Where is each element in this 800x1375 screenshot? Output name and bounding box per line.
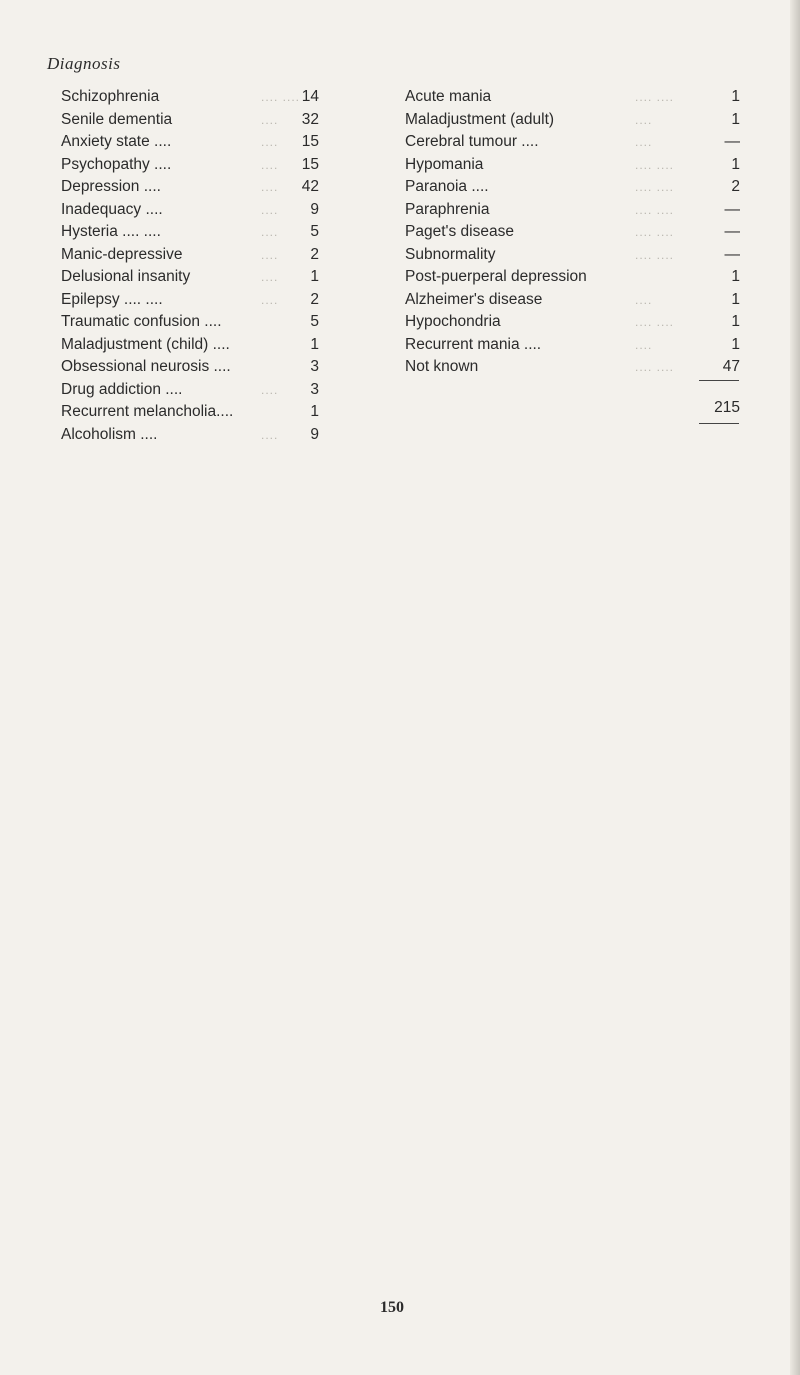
diagnosis-name: Traumatic confusion .... xyxy=(61,313,222,330)
diagnosis-row xyxy=(405,199,740,222)
leader-dots: .... xyxy=(261,112,279,127)
diagnosis-row xyxy=(405,154,740,177)
diagnosis-name: Anxiety state .... xyxy=(61,133,172,150)
diagnosis-name: Not known xyxy=(405,358,479,375)
diagnosis-name: Alcoholism .... xyxy=(61,425,158,443)
diagnosis-count: 42 xyxy=(301,178,319,195)
diagnosis-row xyxy=(61,154,319,177)
diagnosis-count: 32 xyxy=(301,110,319,128)
diagnosis-row xyxy=(61,244,319,267)
diagnosis-name: Maladjustment (child) .... xyxy=(61,335,230,353)
right-diagnosis-column xyxy=(405,86,740,379)
diagnosis-count: 9 xyxy=(310,200,319,218)
leader-dots: .... xyxy=(261,382,279,397)
diagnosis-count: — xyxy=(724,245,740,263)
leader-dots: .... xyxy=(261,427,279,442)
diagnosis-count: 1 xyxy=(731,110,740,128)
diagnosis-row xyxy=(61,311,319,334)
diagnosis-row xyxy=(61,289,319,312)
diagnosis-name: Post-puerperal depression xyxy=(405,268,587,285)
diagnosis-name: Paget's disease xyxy=(405,223,514,240)
leader-dots: .... xyxy=(261,225,279,239)
diagnosis-name: Inadequacy .... xyxy=(61,200,163,218)
diagnosis-row xyxy=(61,424,319,447)
diagnosis-name: Subnormality xyxy=(405,245,496,263)
diagnosis-count: 15 xyxy=(301,155,319,173)
leader-dots: .... xyxy=(635,135,653,149)
diagnosis-name: Cerebral tumour .... xyxy=(405,133,539,150)
page-edge-shadow xyxy=(790,0,800,1375)
leader-dots: .... xyxy=(635,292,653,307)
diagnosis-count: 1 xyxy=(731,313,740,330)
leader-dots: .... .... xyxy=(635,90,675,104)
diagnosis-row xyxy=(405,131,740,154)
diagnosis-row xyxy=(405,356,740,379)
diagnosis-count: 1 xyxy=(731,335,740,353)
diagnosis-row xyxy=(405,266,740,289)
diagnosis-row xyxy=(405,311,740,334)
leader-dots: .... .... xyxy=(635,360,675,374)
total-rule-top xyxy=(699,380,739,381)
leader-dots: .... .... xyxy=(635,157,675,172)
diagnosis-name: Recurrent mania .... xyxy=(405,335,542,353)
diagnosis-row xyxy=(405,334,740,357)
diagnosis-row xyxy=(61,334,319,357)
leader-dots: .... xyxy=(635,112,653,127)
diagnosis-count: 9 xyxy=(310,425,319,443)
diagnosis-count: 1 xyxy=(310,403,319,420)
diagnosis-row xyxy=(61,86,319,109)
diagnosis-name: Senile dementia xyxy=(61,110,173,128)
diagnosis-row xyxy=(405,86,740,109)
leader-dots: .... xyxy=(261,292,279,307)
diagnosis-count: 15 xyxy=(301,133,319,150)
diagnosis-count: 14 xyxy=(301,88,319,105)
diagnosis-row xyxy=(61,356,319,379)
leader-dots: .... xyxy=(261,135,279,149)
diagnosis-row xyxy=(61,176,319,199)
diagnosis-name: Maladjustment (adult) xyxy=(405,110,555,128)
diagnosis-count: 1 xyxy=(731,268,740,285)
diagnosis-count: 1 xyxy=(310,268,319,285)
diagnosis-name: Recurrent melancholia.... xyxy=(61,403,234,420)
total-rule-bottom xyxy=(699,423,739,424)
diagnosis-name: Hypochondria xyxy=(405,313,501,330)
diagnosis-count: 47 xyxy=(722,358,740,375)
leader-dots: .... xyxy=(261,247,279,262)
diagnosis-count: — xyxy=(724,200,740,218)
diagnosis-name: Obsessional neurosis .... xyxy=(61,358,231,375)
diagnosis-row xyxy=(405,109,740,132)
page-number: 150 xyxy=(380,1299,404,1316)
diagnosis-name: Depression .... xyxy=(61,178,161,195)
diagnosis-name: Delusional insanity xyxy=(61,268,191,285)
diagnosis-name: Alzheimer's disease xyxy=(405,290,543,308)
leader-dots: .... xyxy=(261,157,279,172)
diagnosis-count: 1 xyxy=(731,155,740,173)
diagnosis-count: 3 xyxy=(310,380,319,398)
diagnosis-count: 5 xyxy=(310,223,319,240)
diagnosis-count: 2 xyxy=(310,290,319,308)
diagnosis-row xyxy=(405,176,740,199)
leader-dots: .... .... xyxy=(635,247,675,262)
diagnosis-name: Paraphrenia xyxy=(405,200,490,218)
diagnosis-name: Acute mania xyxy=(405,88,492,105)
diagnosis-row xyxy=(61,266,319,289)
leader-dots: .... xyxy=(261,202,279,217)
diagnosis-row xyxy=(61,221,319,244)
diagnosis-row xyxy=(61,109,319,132)
diagnosis-name: Epilepsy .... .... xyxy=(61,290,163,308)
leader-dots: .... .... xyxy=(635,315,675,329)
diagnosis-count: 5 xyxy=(310,313,319,330)
diagnosis-row xyxy=(405,289,740,312)
diagnosis-count: 1 xyxy=(731,290,740,308)
diagnosis-name: Psychopathy .... xyxy=(61,155,172,173)
leader-dots: .... .... xyxy=(635,202,675,217)
diagnosis-count: — xyxy=(724,133,740,150)
diagnosis-name: Paranoia .... xyxy=(405,178,489,195)
diagnosis-count: — xyxy=(724,223,740,240)
diagnosis-name: Drug addiction .... xyxy=(61,380,183,398)
leader-dots: .... .... xyxy=(261,90,301,104)
diagnosis-row xyxy=(61,131,319,154)
diagnosis-row xyxy=(405,221,740,244)
diagnosis-name: Manic-depressive xyxy=(61,245,183,263)
diagnosis-row xyxy=(61,401,319,424)
leader-dots: .... xyxy=(635,337,653,352)
diagnosis-count: 2 xyxy=(731,178,740,195)
diagnosis-count: 1 xyxy=(731,88,740,105)
diagnosis-name: Schizophrenia xyxy=(61,88,160,105)
section-heading: Diagnosis xyxy=(47,54,121,73)
diagnosis-count: 2 xyxy=(310,245,319,263)
diagnosis-row xyxy=(61,199,319,222)
leader-dots: .... xyxy=(261,270,279,284)
grand-total: 215 xyxy=(714,399,740,416)
leader-dots: .... xyxy=(261,180,279,194)
left-diagnosis-column xyxy=(61,86,319,446)
leader-dots: .... .... xyxy=(635,180,675,194)
diagnosis-row xyxy=(405,244,740,267)
diagnosis-name: Hysteria .... .... xyxy=(61,223,161,240)
diagnosis-count: 3 xyxy=(310,358,319,375)
diagnosis-name: Hypomania xyxy=(405,155,484,173)
diagnosis-count: 1 xyxy=(310,335,319,353)
diagnosis-row xyxy=(61,379,319,402)
leader-dots: .... .... xyxy=(635,225,675,239)
